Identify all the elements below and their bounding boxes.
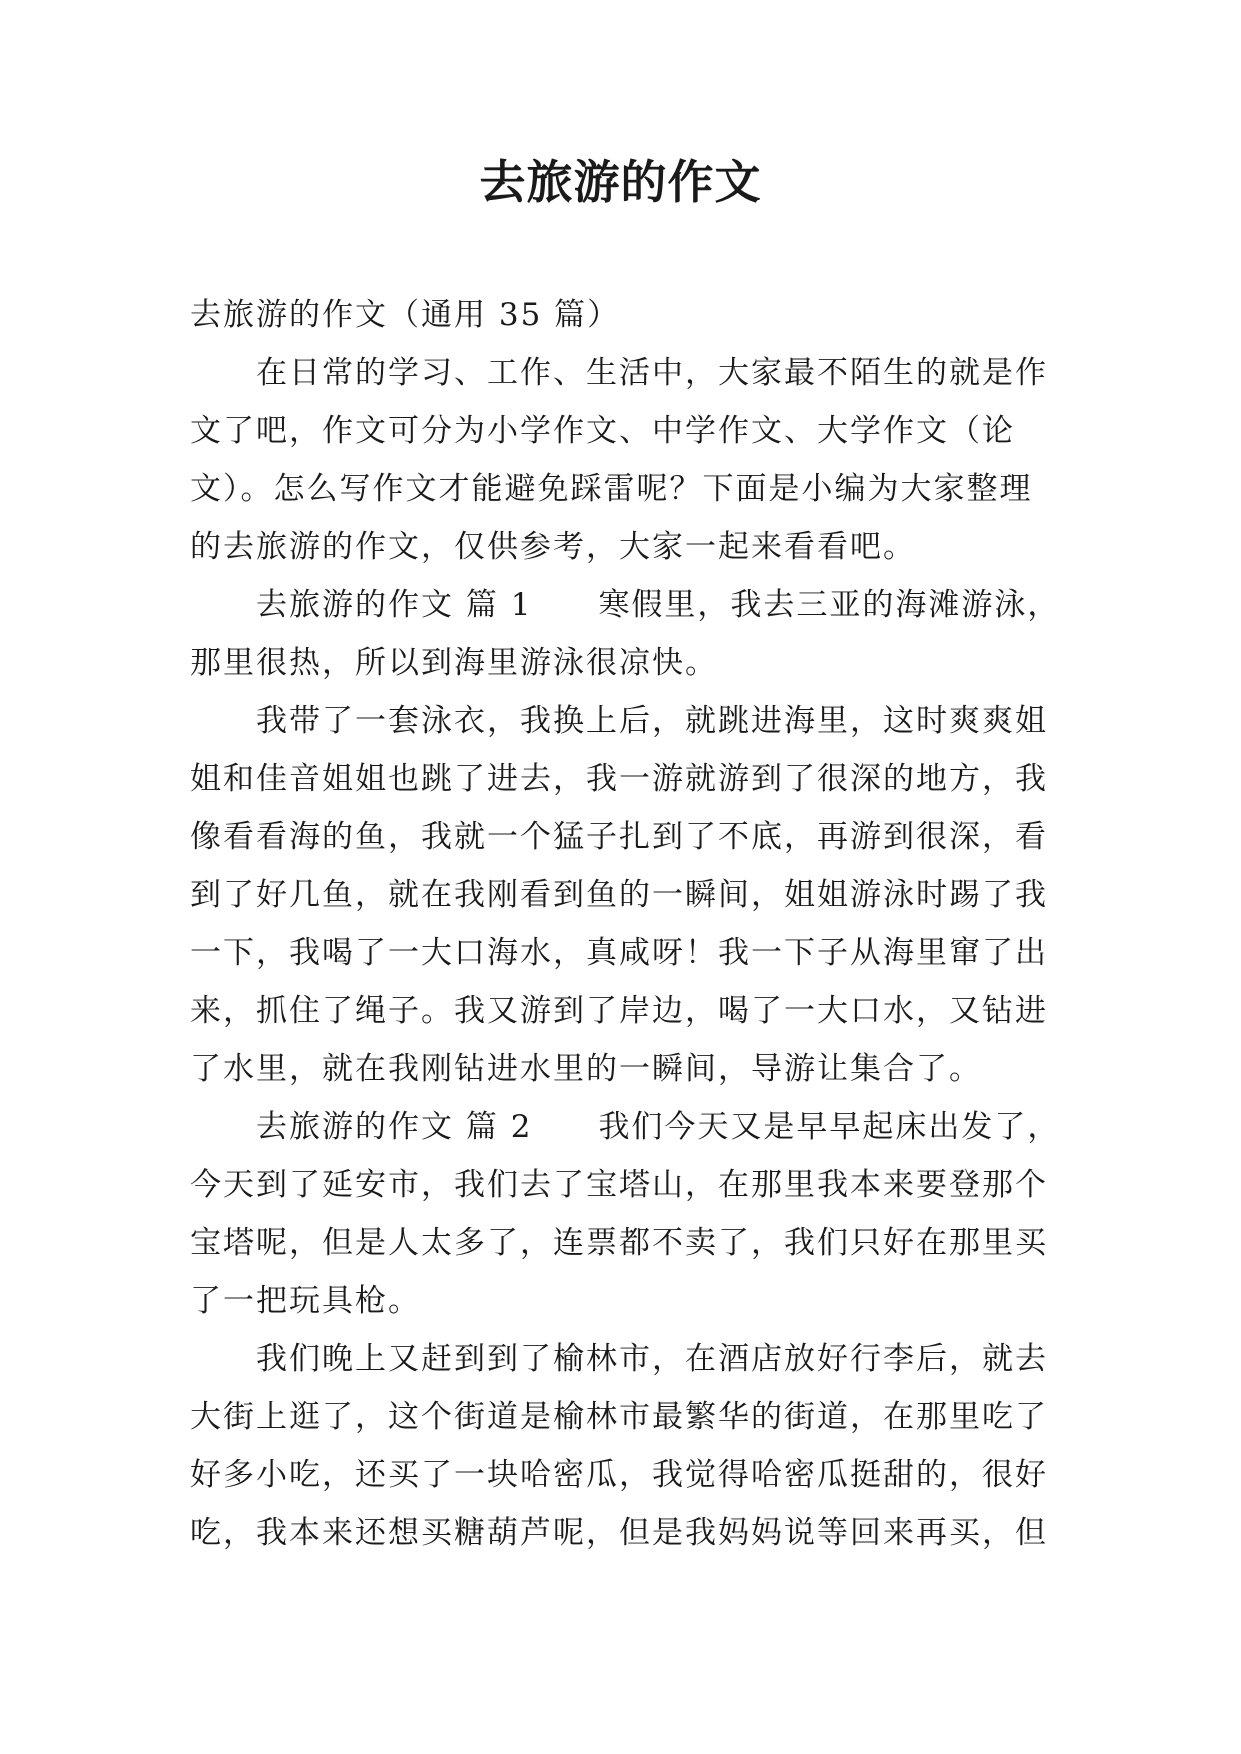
intro-line: 文）。怎么写作文才能避免踩雷呢？下面是小编为大家整理 (190, 471, 1033, 507)
essay-line: 今天到了延安市，我们去了宝塔山，在那里我本来要登那个 (190, 1167, 1048, 1203)
essay-line: 来，抓住了绳子。我又游到了岸边，喝了一大口水，又钻进 (190, 993, 1048, 1029)
essay-line: 我带了一套泳衣，我换上后，就跳进海里，这时爽爽姐 (256, 703, 1048, 739)
essay-1 (190, 576, 1061, 1098)
essay-line: 大街上逛了，这个街道是榆林市最繁华的街道，在那里吃了 (190, 1399, 1048, 1435)
essay-line: 了水里，就在我刚钻进水里的一瞬间，导游让集合了。 (190, 1051, 982, 1087)
document-subtitle: 去旅游的作文（通用 35 篇） (190, 297, 621, 333)
essay-line: 我们今天又是早早起床出发了， (598, 1109, 1061, 1145)
essay-line: 了一把玩具枪。 (190, 1283, 421, 1319)
essay-line: 我们晚上又赶到到了榆林市，在酒店放好行李后，就去 (256, 1341, 1048, 1377)
document-body (190, 286, 1061, 1562)
essay-heading: 去旅游的作文 篇 2 (256, 1109, 533, 1145)
essay-line: 寒假里，我去三亚的海滩游泳， (598, 587, 1061, 623)
essay-line: 到了好几鱼，就在我刚看到鱼的一瞬间，姐姐游泳时踢了我 (190, 877, 1048, 913)
essay-line: 好多小吃，还买了一块哈密瓜，我觉得哈密瓜挺甜的，很好 (190, 1457, 1048, 1493)
document-title: 去旅游的作文 (479, 155, 762, 209)
intro-line: 在日常的学习、工作、生活中，大家最不陌生的就是作 (256, 355, 1048, 391)
essay-heading-line (190, 1098, 1061, 1156)
essay-2 (190, 1098, 1061, 1562)
intro-line: 的去旅游的作文，仅供参考，大家一起来看看吧。 (190, 529, 916, 565)
intro-line: 文了吧，作文可分为小学作文、中学作文、大学作文（论 (190, 413, 1015, 449)
essay-line: 像看看海的鱼，我就一个猛子扎到了不底，再游到很深，看 (190, 819, 1048, 855)
essay-line: 吃，我本来还想买糖葫芦呢，但是我妈妈说等回来再买，但 (190, 1515, 1048, 1551)
intro-paragraph (190, 344, 1050, 576)
essay-line: 那里很热，所以到海里游泳很凉快。 (190, 645, 718, 681)
essay-line: 宝塔呢，但是人太多了，连票都不卖了，我们只好在那里买 (190, 1225, 1048, 1261)
essay-heading-line (190, 576, 1061, 634)
essay-heading: 去旅游的作文 篇 1 (256, 587, 533, 623)
essay-line: 一下，我喝了一大口海水，真咸呀！我一下子从海里窜了出 (190, 935, 1048, 971)
essay-line: 姐和佳音姐姐也跳了进去，我一游就游到了很深的地方，我 (190, 761, 1048, 797)
